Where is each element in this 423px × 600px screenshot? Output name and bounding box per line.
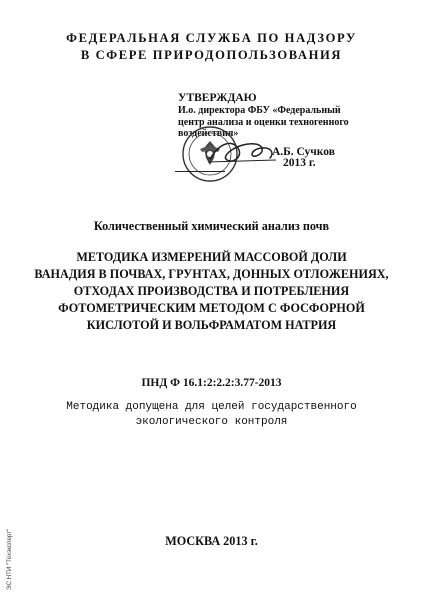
approval-line-3: воздействия» bbox=[178, 128, 239, 139]
title-line-5: КИСЛОТОЙ И ВОЛЬФРАМАТОМ НАТРИЯ bbox=[86, 318, 337, 332]
agency-line-1: ФЕДЕРАЛЬНАЯ СЛУЖБА ПО НАДЗОРУ bbox=[66, 31, 357, 45]
approval-year: 2013 г. bbox=[283, 157, 316, 169]
agency-line-2: В СФЕРЕ ПРИРОДОПОЛЬЗОВАНИЯ bbox=[80, 48, 343, 62]
side-watermark: ЭС НТИ "Техэксперт" bbox=[6, 528, 13, 590]
approval-line-2: центр анализа и оценки техногенного bbox=[178, 116, 349, 128]
approval-title: УТВЕРЖДАЮ bbox=[178, 92, 257, 104]
document-code: ПНД Ф 16.1:2:2.2:3.77-2013 bbox=[141, 377, 282, 389]
approver-name: А.Б. Сучков bbox=[272, 146, 335, 158]
note-line-1: Методика допущена для целей государственного bbox=[66, 401, 357, 413]
document-title bbox=[0, 249, 423, 334]
note-line-2: экологического контроля bbox=[135, 416, 288, 428]
approval-line-1: И.о. директора ФБУ «Федеральный bbox=[178, 105, 341, 116]
title-line-4: ФОТОМЕТРИЧЕСКИМ МЕТОДОМ С ФОСФОРНОЙ bbox=[58, 301, 365, 315]
agency-name bbox=[0, 30, 423, 64]
title-line-2: ВАНАДИЯ В ПОЧВАХ, ГРУНТАХ, ДОННЫХ ОТЛОЖЕНИЯХ, bbox=[34, 267, 389, 281]
title-line-3: ОТХОДАХ ПРОИЗВОДСТВА И ПОТРЕБЛЕНИЯ bbox=[73, 284, 350, 298]
place-year: МОСКВА 2013 г. bbox=[165, 534, 258, 548]
title-line-1: МЕТОДИКА ИЗМЕРЕНИЙ МАССОВОЙ ДОЛИ bbox=[76, 250, 347, 264]
date-line bbox=[175, 171, 225, 172]
document-category: Количественный химический анализ почв bbox=[93, 219, 330, 233]
approval-note bbox=[0, 400, 423, 430]
